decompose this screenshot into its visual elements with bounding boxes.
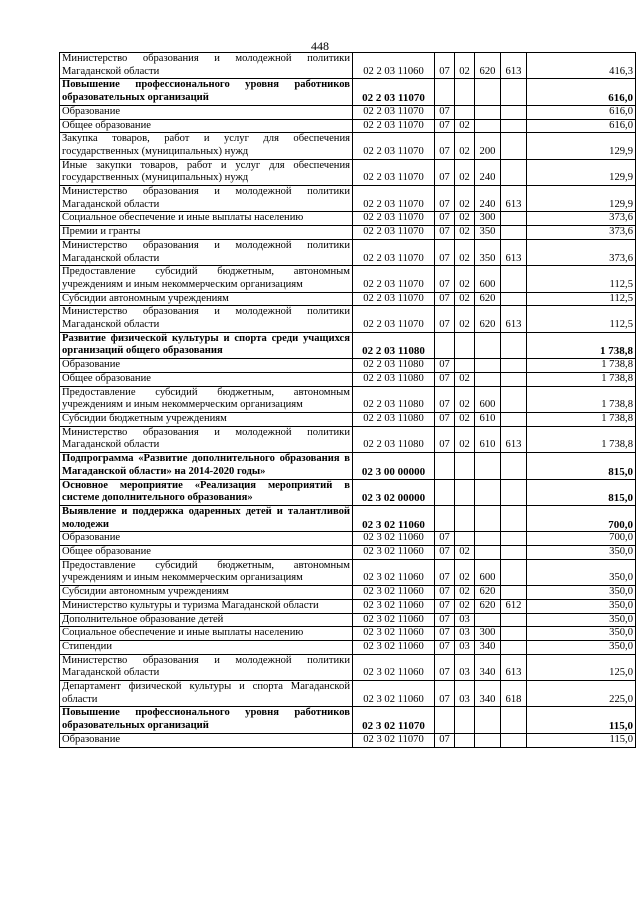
section-code: 07 bbox=[435, 586, 455, 600]
table-row bbox=[60, 532, 636, 546]
target-article-code: 02 2 03 11070 bbox=[353, 306, 435, 332]
amount: 373,6 bbox=[527, 212, 636, 226]
item-name: Основное мероприятие «Реализация мероприятий в системе дополнительного образования» bbox=[60, 479, 353, 505]
subsection-code: 02 bbox=[455, 226, 475, 240]
amount: 125,0 bbox=[527, 654, 636, 680]
subsection-code: 02 bbox=[455, 599, 475, 613]
target-article-code: 02 2 03 11070 bbox=[353, 186, 435, 212]
department-code: 613 bbox=[501, 426, 527, 452]
expense-type-code bbox=[475, 532, 501, 546]
target-article-code: 02 2 03 11070 bbox=[353, 266, 435, 292]
department-code: 613 bbox=[501, 654, 527, 680]
amount: 700,0 bbox=[527, 532, 636, 546]
expense-type-code: 300 bbox=[475, 212, 501, 226]
subsection-code: 02 bbox=[455, 159, 475, 185]
subsection-code: 02 bbox=[455, 586, 475, 600]
item-name: Департамент физической культуры и спорта Магаданской области bbox=[60, 681, 353, 707]
department-code bbox=[501, 226, 527, 240]
department-code bbox=[501, 292, 527, 306]
target-article-code: 02 2 03 11080 bbox=[353, 372, 435, 386]
target-article-code: 02 2 03 11070 bbox=[353, 133, 435, 159]
subsection-code bbox=[455, 707, 475, 733]
subsection-code: 03 bbox=[455, 640, 475, 654]
target-article-code: 02 3 02 11060 bbox=[353, 613, 435, 627]
target-article-code: 02 3 02 11060 bbox=[353, 654, 435, 680]
item-name: Предоставление субсидий бюджетным, автономным учреждениям и иным некоммерческим организациям bbox=[60, 266, 353, 292]
section-code: 07 bbox=[435, 292, 455, 306]
expense-type-code: 600 bbox=[475, 386, 501, 412]
amount: 129,9 bbox=[527, 133, 636, 159]
expense-type-code bbox=[475, 707, 501, 733]
amount: 1 738,8 bbox=[527, 372, 636, 386]
subsection-code: 02 bbox=[455, 386, 475, 412]
item-name: Министерство образования и молодежной политики Магаданской области bbox=[60, 53, 353, 79]
amount: 1 738,8 bbox=[527, 386, 636, 412]
item-name: Предоставление субсидий бюджетным, автономным учреждениям и иным некоммерческим организациям bbox=[60, 386, 353, 412]
section-code bbox=[435, 79, 455, 105]
target-article-code: 02 3 02 11060 bbox=[353, 559, 435, 585]
subsection-code: 02 bbox=[455, 412, 475, 426]
expense-type-code: 350 bbox=[475, 226, 501, 240]
section-code: 07 bbox=[435, 212, 455, 226]
department-code bbox=[501, 159, 527, 185]
expense-type-code bbox=[475, 546, 501, 560]
amount: 225,0 bbox=[527, 681, 636, 707]
expense-type-code bbox=[475, 359, 501, 373]
section-code: 07 bbox=[435, 105, 455, 119]
subsection-code: 03 bbox=[455, 613, 475, 627]
department-code bbox=[501, 733, 527, 747]
amount: 112,5 bbox=[527, 306, 636, 332]
item-name: Общее образование bbox=[60, 372, 353, 386]
department-code: 613 bbox=[501, 306, 527, 332]
amount: 350,0 bbox=[527, 599, 636, 613]
department-code bbox=[501, 479, 527, 505]
table-row bbox=[60, 212, 636, 226]
table-row bbox=[60, 586, 636, 600]
expense-type-code bbox=[475, 505, 501, 531]
item-name: Предоставление субсидий бюджетным, автономным учреждениям и иным некоммерческим организациям bbox=[60, 559, 353, 585]
target-article-code: 02 3 02 11060 bbox=[353, 681, 435, 707]
table-row bbox=[60, 119, 636, 133]
table-row bbox=[60, 386, 636, 412]
section-code bbox=[435, 479, 455, 505]
section-code: 07 bbox=[435, 613, 455, 627]
target-article-code: 02 2 03 11070 bbox=[353, 212, 435, 226]
table-row bbox=[60, 479, 636, 505]
item-name: Развитие физической культуры и спорта среди учащихся организаций общего образования bbox=[60, 332, 353, 358]
target-article-code: 02 2 03 11080 bbox=[353, 359, 435, 373]
subsection-code: 02 bbox=[455, 239, 475, 265]
item-name: Министерство образования и молодежной политики Магаданской области bbox=[60, 426, 353, 452]
item-name: Субсидии автономным учреждениям bbox=[60, 292, 353, 306]
table-row bbox=[60, 359, 636, 373]
expense-type-code bbox=[475, 372, 501, 386]
subsection-code bbox=[455, 532, 475, 546]
department-code bbox=[501, 359, 527, 373]
item-name: Министерство образования и молодежной политики Магаданской области bbox=[60, 306, 353, 332]
section-code: 07 bbox=[435, 532, 455, 546]
table-row bbox=[60, 186, 636, 212]
department-code bbox=[501, 119, 527, 133]
expense-type-code: 350 bbox=[475, 239, 501, 265]
department-code bbox=[501, 412, 527, 426]
expense-type-code: 300 bbox=[475, 627, 501, 641]
target-article-code: 02 3 02 00000 bbox=[353, 479, 435, 505]
department-code bbox=[501, 372, 527, 386]
table-row bbox=[60, 79, 636, 105]
subsection-code: 02 bbox=[455, 119, 475, 133]
section-code: 07 bbox=[435, 159, 455, 185]
expense-type-code: 340 bbox=[475, 640, 501, 654]
target-article-code: 02 3 02 11060 bbox=[353, 599, 435, 613]
table-row bbox=[60, 332, 636, 358]
department-code bbox=[501, 79, 527, 105]
department-code bbox=[501, 546, 527, 560]
subsection-code bbox=[455, 79, 475, 105]
expense-type-code bbox=[475, 613, 501, 627]
subsection-code: 02 bbox=[455, 292, 475, 306]
section-code: 07 bbox=[435, 546, 455, 560]
item-name: Общее образование bbox=[60, 119, 353, 133]
section-code: 07 bbox=[435, 226, 455, 240]
subsection-code: 02 bbox=[455, 372, 475, 386]
amount: 350,0 bbox=[527, 627, 636, 641]
item-name: Дополнительное образование детей bbox=[60, 613, 353, 627]
subsection-code bbox=[455, 359, 475, 373]
subsection-code: 02 bbox=[455, 546, 475, 560]
expense-type-code: 620 bbox=[475, 599, 501, 613]
target-article-code: 02 2 03 11080 bbox=[353, 332, 435, 358]
table-row bbox=[60, 306, 636, 332]
amount: 616,0 bbox=[527, 79, 636, 105]
department-code bbox=[501, 133, 527, 159]
subsection-code: 02 bbox=[455, 133, 475, 159]
target-article-code: 02 3 00 00000 bbox=[353, 453, 435, 479]
item-name: Социальное обеспечение и иные выплаты населению bbox=[60, 627, 353, 641]
item-name: Выявление и поддержка одаренных детей и талантливой молодежи bbox=[60, 505, 353, 531]
department-code bbox=[501, 586, 527, 600]
target-article-code: 02 2 03 11060 bbox=[353, 53, 435, 79]
expense-type-code bbox=[475, 479, 501, 505]
section-code bbox=[435, 505, 455, 531]
subsection-code: 02 bbox=[455, 306, 475, 332]
subsection-code: 02 bbox=[455, 186, 475, 212]
item-name: Стипендии bbox=[60, 640, 353, 654]
department-code bbox=[501, 105, 527, 119]
target-article-code: 02 2 03 11080 bbox=[353, 426, 435, 452]
expense-type-code: 620 bbox=[475, 306, 501, 332]
table-row bbox=[60, 372, 636, 386]
expense-type-code: 240 bbox=[475, 159, 501, 185]
subsection-code: 02 bbox=[455, 559, 475, 585]
expense-type-code: 600 bbox=[475, 266, 501, 292]
table-row bbox=[60, 226, 636, 240]
subsection-code bbox=[455, 453, 475, 479]
section-code: 07 bbox=[435, 306, 455, 332]
target-article-code: 02 3 02 11060 bbox=[353, 505, 435, 531]
amount: 373,6 bbox=[527, 239, 636, 265]
department-code bbox=[501, 613, 527, 627]
table-row bbox=[60, 266, 636, 292]
department-code bbox=[501, 640, 527, 654]
target-article-code: 02 3 02 11070 bbox=[353, 707, 435, 733]
department-code: 613 bbox=[501, 239, 527, 265]
section-code: 07 bbox=[435, 559, 455, 585]
expense-type-code: 340 bbox=[475, 681, 501, 707]
amount: 115,0 bbox=[527, 707, 636, 733]
amount: 1 738,8 bbox=[527, 359, 636, 373]
section-code: 07 bbox=[435, 119, 455, 133]
table-row bbox=[60, 105, 636, 119]
target-article-code: 02 3 02 11060 bbox=[353, 640, 435, 654]
section-code bbox=[435, 707, 455, 733]
amount: 350,0 bbox=[527, 586, 636, 600]
amount: 416,3 bbox=[527, 53, 636, 79]
item-name: Министерство культуры и туризма Магаданской области bbox=[60, 599, 353, 613]
section-code: 07 bbox=[435, 599, 455, 613]
subsection-code: 03 bbox=[455, 627, 475, 641]
amount: 350,0 bbox=[527, 640, 636, 654]
subsection-code: 02 bbox=[455, 426, 475, 452]
item-name: Премии и гранты bbox=[60, 226, 353, 240]
section-code: 07 bbox=[435, 640, 455, 654]
target-article-code: 02 3 02 11060 bbox=[353, 532, 435, 546]
amount: 1 738,8 bbox=[527, 332, 636, 358]
item-name: Социальное обеспечение и иные выплаты населению bbox=[60, 212, 353, 226]
subsection-code bbox=[455, 105, 475, 119]
table-row bbox=[60, 599, 636, 613]
budget-table bbox=[59, 52, 636, 748]
department-code bbox=[501, 453, 527, 479]
item-name: Субсидии автономным учреждениям bbox=[60, 586, 353, 600]
subsection-code bbox=[455, 332, 475, 358]
expense-type-code bbox=[475, 453, 501, 479]
section-code: 07 bbox=[435, 386, 455, 412]
table-row bbox=[60, 559, 636, 585]
target-article-code: 02 3 02 11070 bbox=[353, 733, 435, 747]
amount: 616,0 bbox=[527, 119, 636, 133]
expense-type-code bbox=[475, 733, 501, 747]
amount: 350,0 bbox=[527, 559, 636, 585]
department-code bbox=[501, 532, 527, 546]
department-code bbox=[501, 212, 527, 226]
table-row bbox=[60, 733, 636, 747]
table-row bbox=[60, 239, 636, 265]
amount: 350,0 bbox=[527, 546, 636, 560]
department-code bbox=[501, 627, 527, 641]
expense-type-code bbox=[475, 119, 501, 133]
item-name: Образование bbox=[60, 105, 353, 119]
subsection-code bbox=[455, 479, 475, 505]
target-article-code: 02 2 03 11070 bbox=[353, 239, 435, 265]
expense-type-code: 610 bbox=[475, 412, 501, 426]
table-row bbox=[60, 640, 636, 654]
target-article-code: 02 2 03 11070 bbox=[353, 159, 435, 185]
amount: 129,9 bbox=[527, 159, 636, 185]
budget-table-body bbox=[60, 53, 636, 748]
amount: 815,0 bbox=[527, 479, 636, 505]
amount: 815,0 bbox=[527, 453, 636, 479]
table-row bbox=[60, 453, 636, 479]
department-code: 613 bbox=[501, 53, 527, 79]
table-row bbox=[60, 681, 636, 707]
amount: 1 738,8 bbox=[527, 412, 636, 426]
target-article-code: 02 3 02 11060 bbox=[353, 546, 435, 560]
expense-type-code: 240 bbox=[475, 186, 501, 212]
amount: 129,9 bbox=[527, 186, 636, 212]
department-code: 612 bbox=[501, 599, 527, 613]
department-code bbox=[501, 332, 527, 358]
section-code: 07 bbox=[435, 53, 455, 79]
table-row bbox=[60, 546, 636, 560]
subsection-code bbox=[455, 505, 475, 531]
target-article-code: 02 2 03 11070 bbox=[353, 292, 435, 306]
section-code bbox=[435, 453, 455, 479]
expense-type-code bbox=[475, 79, 501, 105]
target-article-code: 02 2 03 11070 bbox=[353, 79, 435, 105]
item-name: Образование bbox=[60, 359, 353, 373]
item-name: Закупка товаров, работ и услуг для обеспечения государственных (муниципальных) нужд bbox=[60, 133, 353, 159]
section-code: 07 bbox=[435, 681, 455, 707]
section-code: 07 bbox=[435, 133, 455, 159]
amount: 115,0 bbox=[527, 733, 636, 747]
amount: 373,6 bbox=[527, 226, 636, 240]
subsection-code: 02 bbox=[455, 53, 475, 79]
table-row bbox=[60, 53, 636, 79]
table-row bbox=[60, 292, 636, 306]
table-row bbox=[60, 613, 636, 627]
amount: 112,5 bbox=[527, 292, 636, 306]
subsection-code: 02 bbox=[455, 266, 475, 292]
subsection-code bbox=[455, 733, 475, 747]
department-code bbox=[501, 505, 527, 531]
expense-type-code bbox=[475, 332, 501, 358]
section-code: 07 bbox=[435, 359, 455, 373]
item-name: Подпрограмма «Развитие дополнительного образования в Магаданской области» на 2014-2020 годы» bbox=[60, 453, 353, 479]
amount: 700,0 bbox=[527, 505, 636, 531]
department-code bbox=[501, 386, 527, 412]
target-article-code: 02 2 03 11080 bbox=[353, 386, 435, 412]
section-code: 07 bbox=[435, 412, 455, 426]
target-article-code: 02 2 03 11070 bbox=[353, 105, 435, 119]
subsection-code: 02 bbox=[455, 212, 475, 226]
department-code bbox=[501, 559, 527, 585]
section-code: 07 bbox=[435, 186, 455, 212]
subsection-code: 03 bbox=[455, 654, 475, 680]
section-code: 07 bbox=[435, 627, 455, 641]
item-name: Министерство образования и молодежной политики Магаданской области bbox=[60, 654, 353, 680]
target-article-code: 02 3 02 11060 bbox=[353, 586, 435, 600]
item-name: Образование bbox=[60, 532, 353, 546]
expense-type-code: 600 bbox=[475, 559, 501, 585]
table-row bbox=[60, 412, 636, 426]
item-name: Повышение профессионального уровня работников образовательных организаций bbox=[60, 707, 353, 733]
amount: 616,0 bbox=[527, 105, 636, 119]
amount: 112,5 bbox=[527, 266, 636, 292]
department-code bbox=[501, 266, 527, 292]
table-row bbox=[60, 159, 636, 185]
amount: 350,0 bbox=[527, 613, 636, 627]
section-code: 07 bbox=[435, 239, 455, 265]
table-row bbox=[60, 426, 636, 452]
expense-type-code: 340 bbox=[475, 654, 501, 680]
expense-type-code bbox=[475, 105, 501, 119]
section-code: 07 bbox=[435, 654, 455, 680]
section-code: 07 bbox=[435, 266, 455, 292]
section-code: 07 bbox=[435, 372, 455, 386]
table-row bbox=[60, 654, 636, 680]
expense-type-code: 610 bbox=[475, 426, 501, 452]
target-article-code: 02 2 03 11070 bbox=[353, 226, 435, 240]
table-row bbox=[60, 627, 636, 641]
expense-type-code: 620 bbox=[475, 53, 501, 79]
section-code bbox=[435, 332, 455, 358]
table-row bbox=[60, 505, 636, 531]
department-code: 618 bbox=[501, 681, 527, 707]
section-code: 07 bbox=[435, 733, 455, 747]
target-article-code: 02 2 03 11080 bbox=[353, 412, 435, 426]
table-row bbox=[60, 133, 636, 159]
table-row bbox=[60, 707, 636, 733]
expense-type-code: 200 bbox=[475, 133, 501, 159]
department-code bbox=[501, 707, 527, 733]
item-name: Общее образование bbox=[60, 546, 353, 560]
item-name: Министерство образования и молодежной политики Магаданской области bbox=[60, 239, 353, 265]
section-code: 07 bbox=[435, 426, 455, 452]
amount: 1 738,8 bbox=[527, 426, 636, 452]
subsection-code: 03 bbox=[455, 681, 475, 707]
item-name: Министерство образования и молодежной политики Магаданской области bbox=[60, 186, 353, 212]
department-code: 613 bbox=[501, 186, 527, 212]
page-number: 448 bbox=[311, 39, 329, 53]
expense-type-code: 620 bbox=[475, 292, 501, 306]
item-name: Субсидии бюджетным учреждениям bbox=[60, 412, 353, 426]
item-name: Иные закупки товаров, работ и услуг для обеспечения государственных (муниципальных) нужд bbox=[60, 159, 353, 185]
item-name: Повышение профессионального уровня работников образовательных организаций bbox=[60, 79, 353, 105]
item-name: Образование bbox=[60, 733, 353, 747]
target-article-code: 02 3 02 11060 bbox=[353, 627, 435, 641]
expense-type-code: 620 bbox=[475, 586, 501, 600]
target-article-code: 02 2 03 11070 bbox=[353, 119, 435, 133]
